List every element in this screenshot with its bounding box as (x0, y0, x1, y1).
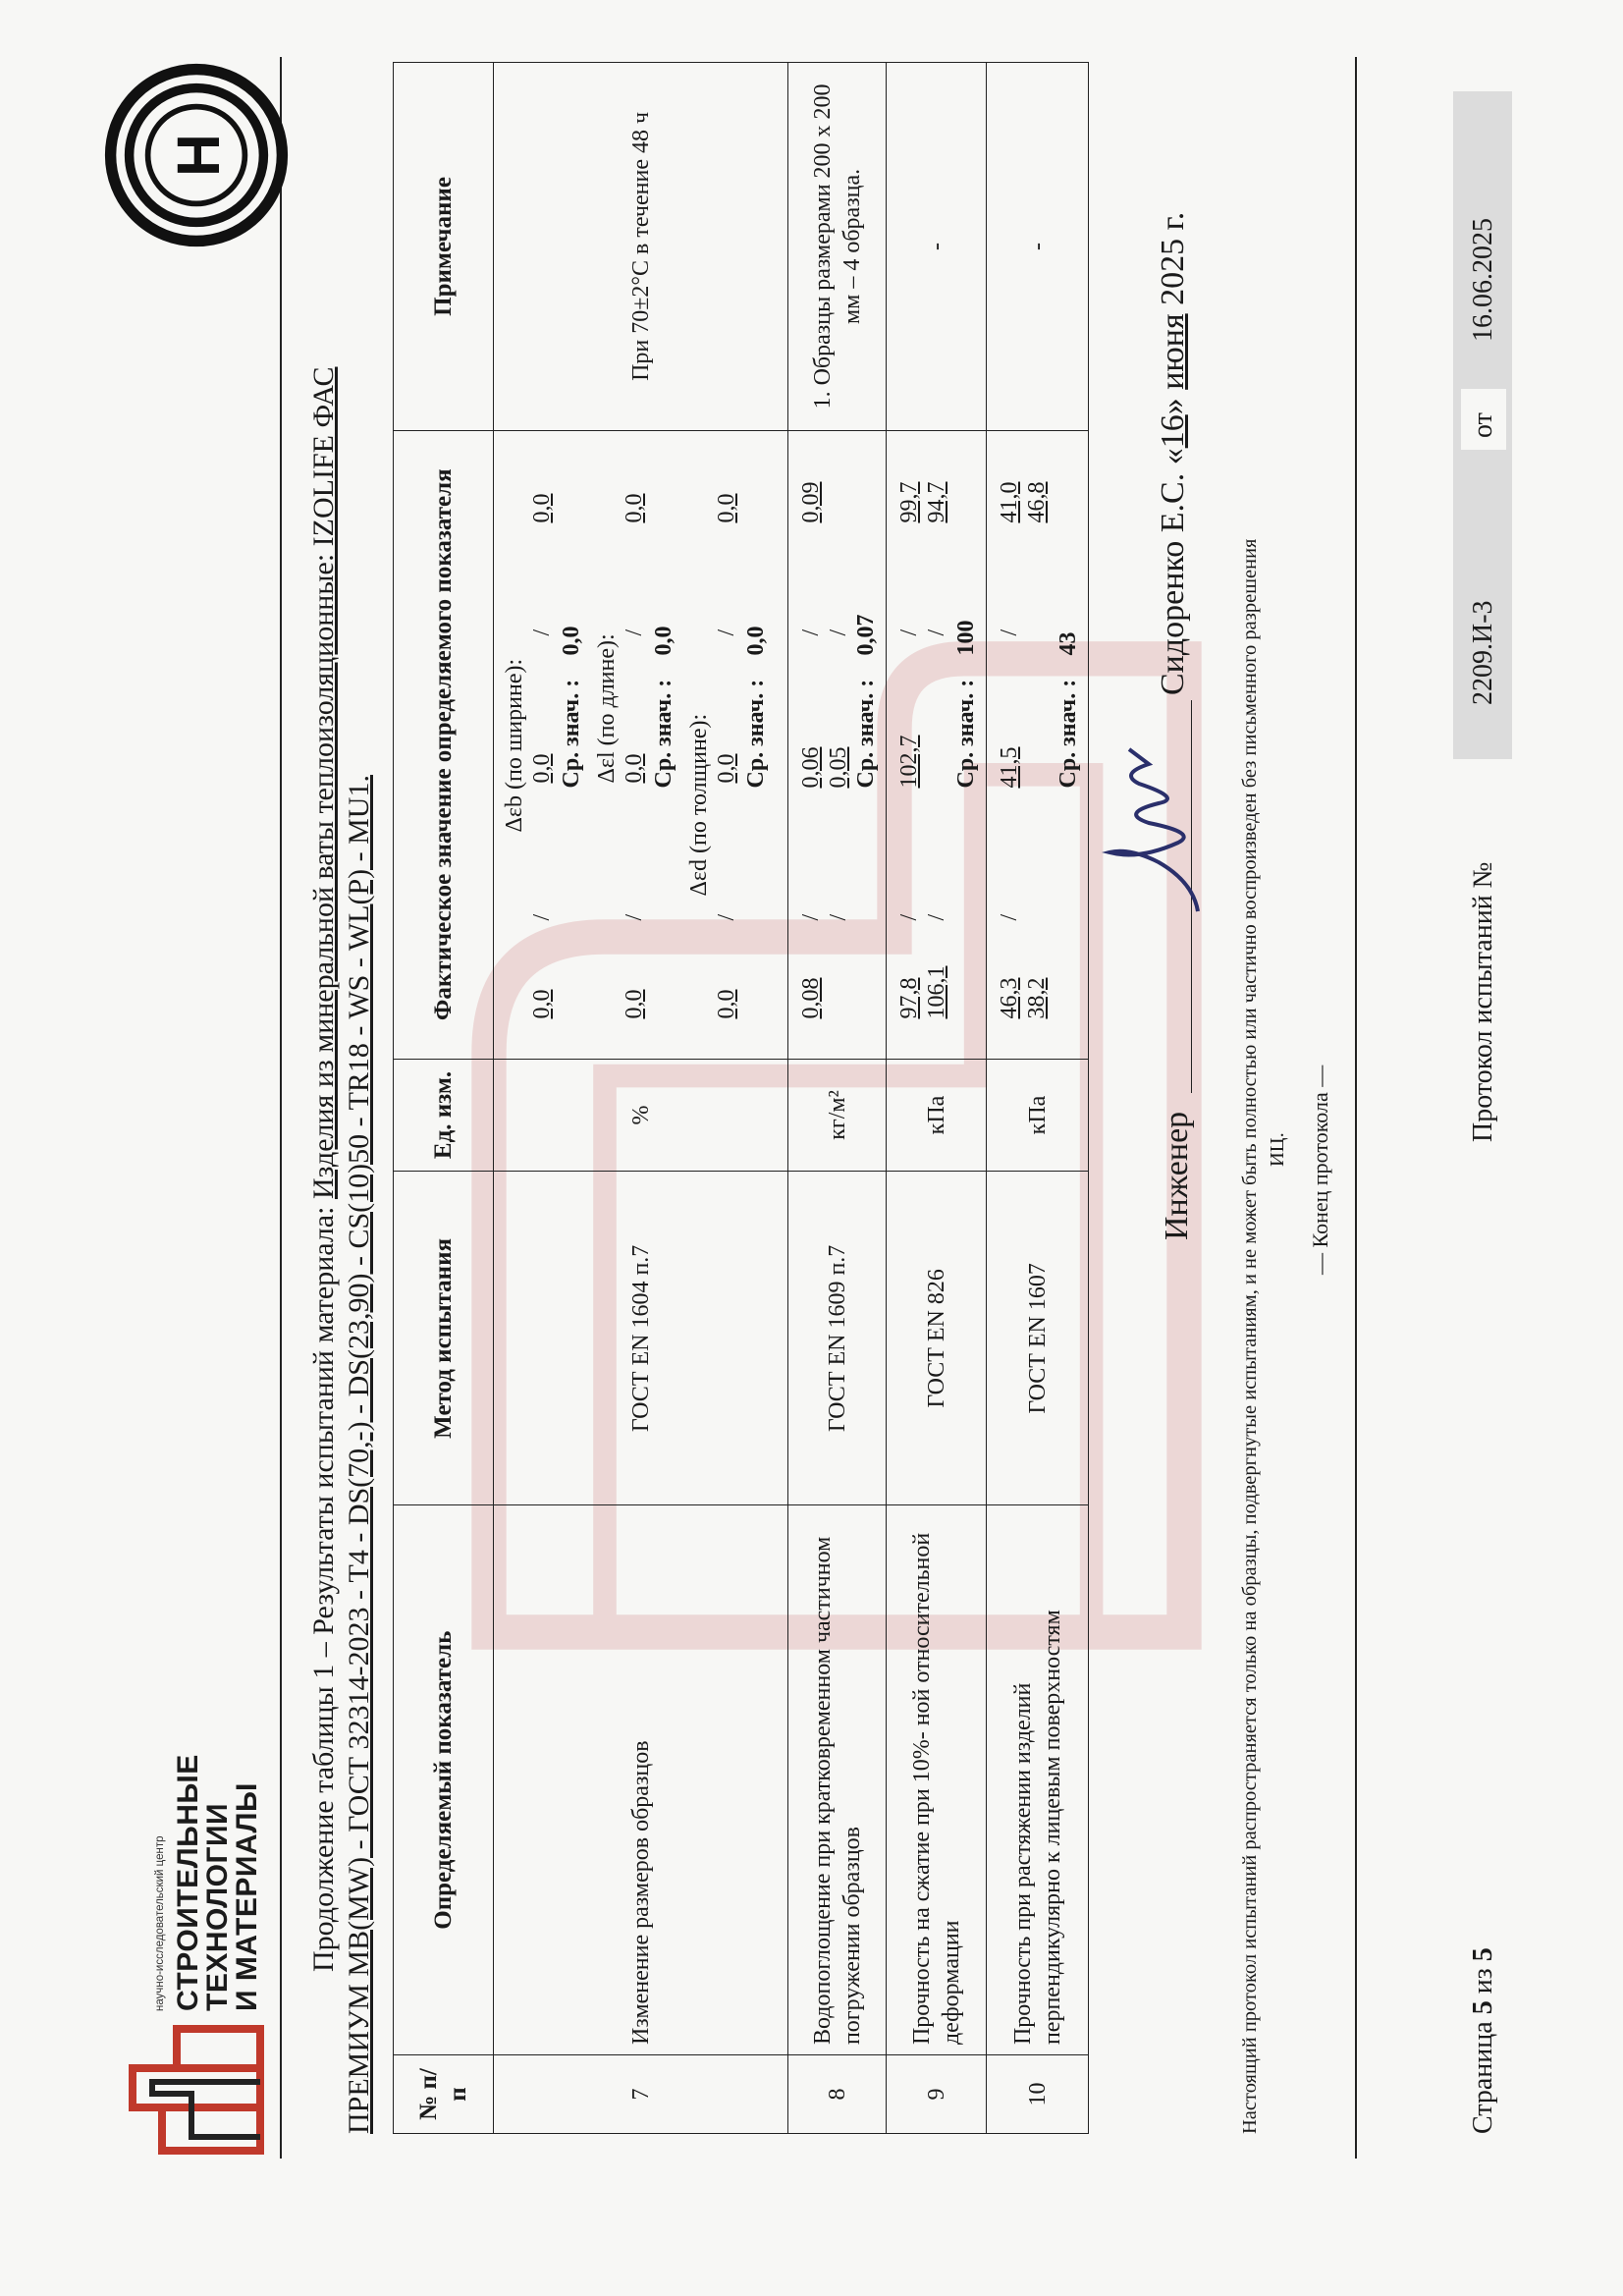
signature-month: июня (1155, 313, 1191, 390)
value: 102,7 (896, 735, 922, 789)
logo-brand-text (174, 1754, 262, 2011)
row-unit: кПа (987, 1059, 1089, 1172)
value: 0,0 (622, 493, 647, 523)
row-indicator: Прочность на сжатие при 10%- ной относительной деформации (887, 1505, 987, 2055)
results-table (393, 62, 1089, 2134)
logo-line-3: И МАТЕРИАЛЫ (231, 1782, 263, 2011)
col-indicator: Определяемый показатель (394, 1505, 494, 2055)
signature-details (1155, 212, 1192, 695)
avg-value: 0,0 (651, 626, 676, 656)
row-number: 7 (494, 2055, 788, 2134)
avg-label: Ср. знач. : (559, 679, 584, 789)
protocol-number: 2209.И-3 (1468, 600, 1498, 705)
signature-day: 16 (1155, 414, 1191, 449)
separator: / (924, 913, 949, 921)
table-row (788, 63, 887, 2134)
table-caption-line1 (306, 367, 342, 1972)
disclaimer-line2: ИЦ. (1267, 1132, 1288, 1167)
disclaimer-line1: Настоящий протокол испытаний распространяется только на образцы, подвергнутые испытаниям, и не может быть полностью или частично воспроизведен без письменного разрешения (1239, 538, 1261, 2134)
page-of: из (1468, 1968, 1498, 1995)
separator: / (622, 629, 647, 636)
signature-year: 2025 г. (1155, 211, 1191, 305)
avg-value: 0,07 (853, 614, 879, 656)
avg-value: 0,0 (743, 626, 769, 656)
separator: / (798, 913, 824, 921)
separator: / (997, 913, 1022, 921)
table-row (494, 63, 788, 2134)
col-method: Метод испытания (394, 1172, 494, 1505)
row-actual-value (494, 430, 788, 1059)
caption-material: Изделия из минеральной ваты теплоизоляционные: IZOLIFE ФАС (307, 366, 340, 1200)
avg-label: Ср. знач. : (953, 679, 979, 789)
value: 46,3 (997, 977, 1022, 1019)
avg-value: 0,0 (559, 626, 584, 656)
value: 0,05 (826, 746, 851, 789)
logo-line-2: ТЕХНОЛОГИИ (201, 1802, 234, 2011)
value: 0,0 (714, 989, 739, 1019)
logo-subtitle: научно-исследовательский центр (154, 1835, 166, 2011)
row-note: - (987, 63, 1089, 431)
row-note: 1. Образцы размерами 200 х 200 мм – 4 образца. (788, 63, 887, 431)
row-indicator: Водопоглощение при кратковременном частичном погружении образцов (788, 1505, 887, 2055)
row-number: 8 (788, 2055, 887, 2134)
separator: / (714, 913, 739, 921)
block-label: Δεb (по ширине): (502, 658, 527, 833)
row-method: ГОСТ EN 1604 п.7 (494, 1172, 788, 1505)
avg-label: Ср. знач. : (1055, 679, 1081, 789)
value: 0,06 (798, 746, 824, 789)
col-actual-value: Фактическое значение определяемого показателя (394, 430, 494, 1059)
table-row (887, 63, 987, 2134)
avg-label: Ср. знач. : (853, 679, 879, 789)
row-note: - (887, 63, 987, 431)
table-caption-line2: ПРЕМИУМ МВ(MW) - ГОСТ 32314-2023 - T4 - DS(70,-) - DS(23,90) - CS(10)50 - TR18 - WS - WL(P) - MU1. (343, 775, 375, 2134)
separator: / (529, 913, 555, 921)
col-unit: Ед. изм. (394, 1059, 494, 1172)
company-logo (113, 1609, 280, 2159)
table-row (987, 63, 1089, 2134)
row-method: ГОСТ EN 1607 (987, 1172, 1089, 1505)
avg-value: 100 (953, 620, 979, 656)
separator: / (896, 629, 922, 636)
block-label: Δεd (по толщине): (686, 713, 712, 897)
row-method: ГОСТ EN 1609 п.7 (788, 1172, 887, 1505)
row-note: При 70±2°C в течение 48 ч (494, 63, 788, 431)
page-label: Страница (1468, 2021, 1498, 2134)
col-note: Примечание (394, 63, 494, 431)
row-method: ГОСТ EN 826 (887, 1172, 987, 1505)
avg-label: Ср. знач. : (743, 679, 769, 789)
signature-role: Инженер (1159, 1111, 1195, 1240)
page-number: 5 (1468, 2000, 1498, 2015)
header-rule (280, 57, 282, 2159)
footer-rule (1355, 57, 1357, 2159)
date-open-quote: « (1155, 448, 1191, 465)
value: 99,7 (896, 481, 922, 523)
row-number: 9 (887, 2055, 987, 2134)
value: 46,8 (1024, 481, 1050, 523)
logo-line-1: СТРОИТЕЛЬНЫЕ (172, 1754, 204, 2011)
block-label: Δεl (по длине): (594, 633, 620, 784)
avg-label: Ср. знач. : (651, 679, 676, 789)
handwritten-signature (1100, 735, 1217, 921)
page-indicator (1468, 1947, 1499, 2134)
company-logo-icon (123, 2021, 270, 2159)
end-of-protocol: — Конец протокола — (1308, 1065, 1332, 1275)
separator: / (826, 629, 851, 636)
value: 0,0 (622, 989, 647, 1019)
row-actual-value (887, 430, 987, 1059)
caption-prefix: Продолжение таблицы 1 – Результаты испытаний материала: (307, 1199, 340, 1972)
value: 0,0 (529, 753, 555, 784)
date-close-quote: » (1155, 398, 1191, 415)
protocol-date: 16.06.2025 (1468, 218, 1498, 342)
protocol-date-from: от (1468, 412, 1498, 438)
row-number: 10 (987, 2055, 1089, 2134)
value: 0,0 (529, 989, 555, 1019)
accreditation-logo (103, 62, 290, 248)
separator: / (529, 629, 555, 636)
separator: / (622, 913, 647, 921)
value: 0,0 (714, 493, 739, 523)
row-indicator: Прочность при растяжении изделий перпендикулярно к лицевым поверхностям (987, 1505, 1089, 2055)
separator: / (826, 913, 851, 921)
table-header-row (394, 63, 494, 2134)
row-actual-value (987, 430, 1089, 1059)
value: 0,09 (798, 481, 824, 523)
value: 97,8 (896, 977, 922, 1019)
value: 0,08 (798, 977, 824, 1019)
value: 0,0 (714, 753, 739, 784)
value: 106,1 (924, 965, 949, 1019)
protocol-label: Протокол испытаний № (1468, 861, 1498, 1142)
row-indicator: Изменение размеров образцов (494, 1505, 788, 2055)
value: 41,0 (997, 481, 1022, 523)
separator: / (714, 629, 739, 636)
value: 38,2 (1024, 977, 1050, 1019)
signer-name: Сидоренко Е.С. (1155, 472, 1191, 695)
row-unit: кг/м² (788, 1059, 887, 1172)
value: 0,0 (622, 753, 647, 784)
row-actual-value (788, 430, 887, 1059)
value: 41,5 (997, 746, 1022, 789)
avg-value: 43 (1055, 631, 1081, 656)
page-total: 5 (1468, 1947, 1498, 1962)
separator: / (896, 913, 922, 921)
separator: / (997, 629, 1022, 636)
logo-letter: H (164, 134, 232, 177)
separator: / (798, 629, 824, 636)
value: 94,7 (924, 481, 949, 523)
value: 0,0 (529, 493, 555, 523)
col-number: № п/п (394, 2055, 494, 2134)
row-unit: % (494, 1059, 788, 1172)
separator: / (924, 629, 949, 636)
row-unit: кПа (887, 1059, 987, 1172)
